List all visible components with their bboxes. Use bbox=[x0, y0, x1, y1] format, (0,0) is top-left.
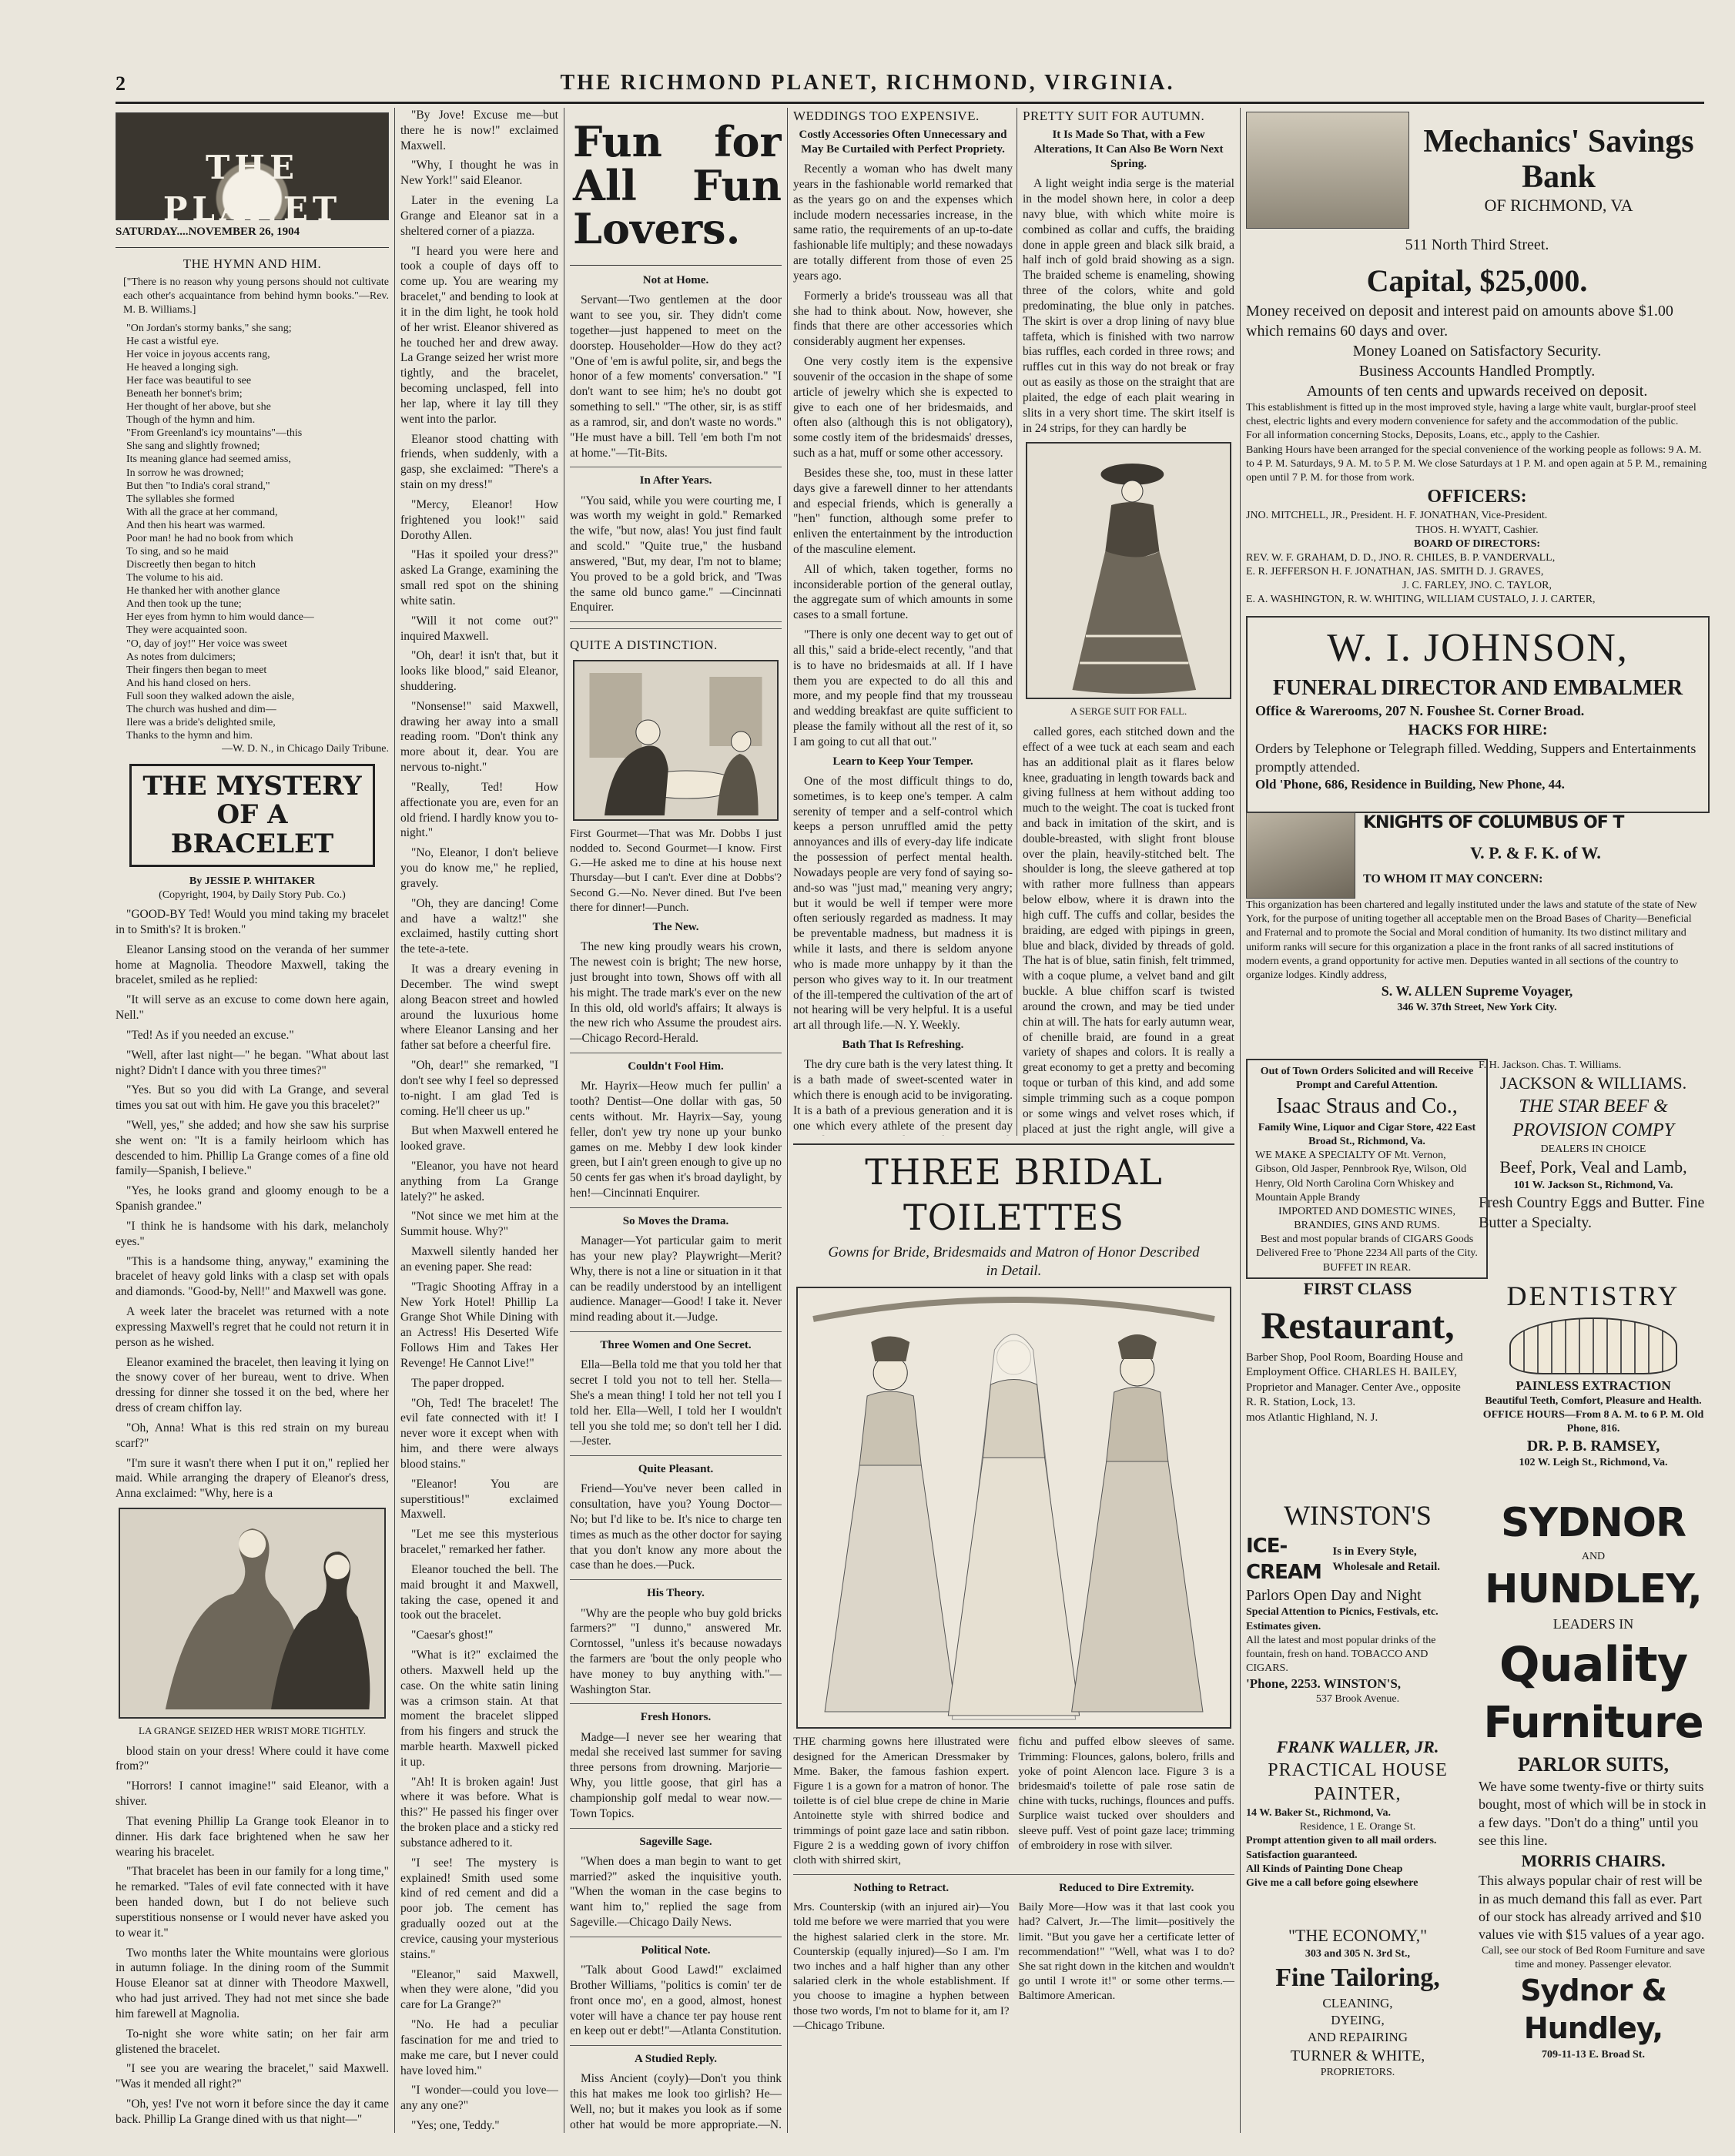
story-paragraph: "What is it?" exclaimed the others. Maxwell held up the case. On the white satin lining was a crimson stain. At that moment the bracelet slipped from his fingers and struck the marble hearth. Maxwell picked it up. bbox=[400, 1649, 558, 1769]
sydnor-leaders: LEADERS IN bbox=[1552, 1616, 1634, 1632]
story-paragraph: "I think he is handsome with his dark, melancholy eyes." bbox=[116, 1219, 389, 1248]
johnson-name: W. I. JOHNSON, bbox=[1327, 626, 1629, 670]
joke-item bbox=[570, 1338, 782, 1456]
straus-line-5: Best and most popular brands of CIGARS Goods Delivered Free to 'Phone 2234 All parts of the City. BUFFET IN REAR. bbox=[1256, 1234, 1478, 1274]
knights-body: This organization has been chartered and legally instituted under the laws and statute of the state of New York, for the purpose of uniting together all acceptable men on the Broad Bases of Charity—Beneficial and Fraternal and to promote the Social and Moral condition of humanity. Its two distinct military and uniform ranks will secure for this organization a place in the front ranks of all sacred institutions of modern events, a grand opportunity for active men. Deputies wanted in all sections of the country to organize lodges. Kindly address, bbox=[1246, 899, 1697, 981]
story-paragraph: "Horrors! I cannot imagine!" said Eleanor, with a shiver. bbox=[116, 1779, 389, 1809]
poem-line: In sorrow he was drowned; bbox=[126, 467, 244, 479]
bridal-subhead: Gowns for Bride, Bridesmaids and Matron of Honor Described in Detail. bbox=[828, 1244, 1200, 1280]
story-paragraph: Eleanor stood chatting with friends, when suddenly, with a gasp, she exclaimed: "There's a stain on my dress!" bbox=[400, 432, 558, 492]
poem-line: As notes from dulcimers; bbox=[126, 651, 236, 663]
knights-to: TO WHOM IT MAY CONCERN: bbox=[1363, 872, 1543, 886]
bank-line-4: Amounts of ten cents and upwards received on deposit. bbox=[1306, 383, 1648, 400]
jackson-store: THE STAR BEEF & PROVISION COMPY bbox=[1512, 1096, 1674, 1140]
joke-text: "When does a man begin to want to get married?" asked the inquisitive youth. "When the woman in the case begins to want him to," replied the sage from Sageville.—Chicago Daily News. bbox=[570, 1854, 782, 1930]
jackson-dealers: DEALERS IN CHOICE bbox=[1540, 1143, 1646, 1156]
waller-name: FRANK WALLER, JR. bbox=[1276, 1737, 1439, 1756]
poem-line: Full soon they walked adown the aisle, bbox=[126, 690, 295, 702]
story-paragraph: "Eleanor! You are superstitious!" exclaimed Maxwell. bbox=[400, 1477, 558, 1522]
jackson-ad bbox=[1479, 1059, 1708, 1267]
joke-headline: Quite Pleasant. bbox=[638, 1463, 714, 1476]
joke-text: "Talk about Good Lawd!" exclaimed Brother Williams, "politics is comin' ter de front once mo', en a good, almost, honest voter will have a chance ter pay house rent en keep out er debt!"—Atlanta Constitution. bbox=[570, 1964, 782, 2038]
reduced-headline: Reduced to Dire Extremity. bbox=[1059, 1882, 1194, 1895]
story-paragraph: "Not since we met him at the Summit house. Why?" bbox=[400, 1210, 558, 1239]
story-paragraph: "This is a handsome thing, anyway," examining the bracelet of heavy gold links with a clasp set with opals and diamonds. "Good-by, Nell!" and Maxwell was gone. bbox=[116, 1254, 389, 1299]
poem-line: Thanks to the hymn and him. bbox=[126, 730, 253, 742]
article-paragraph: The dry cure bath is the very latest thing. It is a bath made of sweet-scented water in which there is enough acid to be invigorating. It is a bath of a previous generation and it is one which every athlete of the present day bbox=[793, 1058, 1013, 1133]
story-paragraph: A week later the bracelet was returned with a note expressing Maxwell's regret that he could not return it in person as he wished. bbox=[116, 1305, 389, 1349]
waller-residence: Residence, 1 E. Orange St. bbox=[1299, 1821, 1416, 1833]
joke-text: The new king proudly wears his crown, The newest coin is bright; The new horse, just brought into town, Shows off with all his might. The trade mark's ever on the new In this old, old world's affairs; It always is the new rich who Assume the proudest airs. —Chicago Record-Herald. bbox=[570, 940, 782, 1046]
poem-line: The syllables she formed bbox=[126, 493, 235, 505]
poem-line: But then "to India's coral strand," bbox=[126, 480, 270, 492]
joke-text: "Why are the people who buy gold bricks farmers?" "I dunno," answered Mr. Corntossel, "unless it's because nowadays the farmers are 'bout the only people who have money to buy anything with."—Washington Star. bbox=[570, 1606, 782, 1696]
economy-line-2: DYEING, bbox=[1331, 2013, 1385, 2028]
temper-body bbox=[793, 774, 1013, 1033]
bank-capital: Capital, $25,000. bbox=[1366, 263, 1588, 298]
winston-address: 537 Brook Avenue. bbox=[1315, 1693, 1400, 1706]
joke-headline: So Moves the Drama. bbox=[622, 1214, 729, 1227]
column-5 bbox=[1023, 108, 1234, 1136]
bridal-section bbox=[793, 1143, 1234, 2139]
autumn-headline: PRETTY SUIT FOR AUTUMN. bbox=[1023, 109, 1205, 123]
knights-subhead: V. P. & F. K. of W. bbox=[1470, 842, 1601, 862]
bridal-text-left: THE charming gowns here illustrated were designed for the American Dressmaker by Mme. Baker, the famous fashion expert. Figure 1 is a gown for a matron of honor. The toilette is of ciel blue crepe de chine in Marie Antoinette style with shirred bodice and trimmings of point gaze lace and satin ribbon. Figure 2 is a wedding gown of ivory chiffon cloth with shirred skirt, bbox=[793, 1736, 1010, 1866]
straus-ad bbox=[1246, 1059, 1488, 1279]
story-paragraph: "Caesar's ghost!" bbox=[411, 1629, 494, 1642]
restaurant-ad bbox=[1246, 1278, 1469, 1486]
sydnor-furniture: Furniture bbox=[1483, 1698, 1703, 1749]
bridal-text-right: fichu and puffed elbow sleeves of same. Trimming: Flounces, galons, bolero, frills and yoke of point Alencon lace. Figure 3 is a bridesmaid's toilette of pale rose satin de chine with tucks, ruchings, flounces and puffs. Surplice waist tucked over shoulders and sleeve puff. Vest of point gaze lace; trimming of embroidery in rose with silver. bbox=[1018, 1736, 1234, 1852]
masthead-rule bbox=[116, 102, 1704, 104]
bank-director-1: REV. W. F. GRAHAM, D. D., JNO. R. CHILES, B. P. VANDERVALL, bbox=[1246, 551, 1556, 564]
joke-item bbox=[570, 1214, 782, 1332]
winston-name: WINSTON'S bbox=[1284, 1500, 1432, 1531]
story-paragraph: "Nonsense!" said Maxwell, drawing her away into a small reading room. "Don't think any more about it, dear. You are nervous to-night." bbox=[400, 699, 558, 775]
joke-headline: Couldn't Fool Him. bbox=[628, 1060, 724, 1073]
johnson-address: Office & Warerooms, 207 N. Foushee St. Corner Broad. bbox=[1255, 702, 1585, 718]
story-paragraph: blood stain on your dress! Where could it have come from?" bbox=[116, 1744, 389, 1773]
article-paragraph: All of which, taken together, forms no inconsiderable portion of the general outlay, the aggregate sum of which amounts in some cases to a small fortune. bbox=[793, 562, 1013, 622]
bank-address: 511 North Third Street. bbox=[1405, 236, 1549, 253]
story-paragraph: "I'm sure it wasn't there when I put it on," replied her maid. While arranging the drapery of Eleanor's dress, Anna exclaimed: "Why, here is a bbox=[116, 1456, 389, 1501]
distinction-headline: QUITE A DISTINCTION. bbox=[570, 638, 718, 653]
dentistry-line-1: Beautiful Teeth, Comfort, Pleasure and Health. bbox=[1485, 1394, 1702, 1407]
waller-address: 14 W. Baker St., Richmond, Va. bbox=[1246, 1806, 1392, 1819]
story-paragraph: "Mercy, Eleanor! How frightened you look!" said Dorothy Allen. bbox=[400, 497, 558, 542]
joke-headline: Not at Home. bbox=[642, 274, 709, 287]
johnson-phone: Old 'Phone, 686, Residence in Building, New Phone, 44. bbox=[1255, 777, 1565, 792]
story-paragraph: "Why, I thought he was in New York!" said Eleanor. bbox=[400, 159, 558, 188]
story-paragraph: "Well, after last night—" he began. "What about last night? Didn't I dance with you three times?" bbox=[116, 1048, 389, 1077]
poem-line: With all the grace at her command, bbox=[126, 506, 278, 518]
story-title: THE MYSTERY OF A BRACELET bbox=[129, 764, 375, 867]
poem-line: And his hand closed on hers. bbox=[126, 677, 251, 689]
bank-ad bbox=[1246, 112, 1708, 604]
story-paragraph: "Oh, dear!" she remarked, "I don't see why I feel so depressed to-night. I am glad Ted is coming. He'll cheer us up." bbox=[400, 1059, 558, 1118]
waller-ad bbox=[1246, 1736, 1469, 1913]
jackson-firm: JACKSON & WILLIAMS. bbox=[1499, 1073, 1687, 1093]
sydnor-address: 709-11-13 E. Broad St. bbox=[1542, 2048, 1645, 2061]
story-paragraph: "It will serve as an excuse to come down here again, Nell." bbox=[116, 993, 389, 1023]
fun-headline-text: Fun for All Fun Lovers. bbox=[573, 117, 782, 254]
knights-headline: KNIGHTS OF COLUMBUS OF T bbox=[1363, 813, 1624, 832]
joke-text: Ella—Bella told me that you told her that secret I told you not to tell her. Stella—She's a mean thing! I told her not tell you I told her. Ella—Well, I told her I wouldn't tell you she told me; so don't tell her I did.—Jester. bbox=[570, 1358, 782, 1448]
serge-suit-illustration bbox=[1026, 442, 1231, 699]
joke-headline: In After Years. bbox=[639, 474, 712, 487]
story-paragraph: "Yes. But so you did with La Grange, and several times you sat out with him. He gave you this bracelet?" bbox=[116, 1083, 389, 1113]
bank-officers-2: THOS. H. WYATT, Cashier. bbox=[1415, 524, 1539, 536]
story-paragraph: To-night she wore white satin; on her fair arm glistened the bracelet. bbox=[116, 2027, 389, 2056]
article-paragraph: One of the most difficult things to do, sometimes, is to keep one's temper. A calm serenity of temper and a self-control which keeps a person unruffled amid the petty annoyances and ills of every-day life indicate the possession of perfect mental health. Nowadays people are very fond of saying so-and-so was "just mad," meaning very angry; but it would be well if temper were more often seriously regarded as madness. It may be preventable madness, but madness it is while it lasts, and there is seldom anyone who is made more unhappy by it than the person who gives way to it. In our treatment of the ill-tempered the cultivation of the art of not hearing will be very helpful. It is a useful art all through life.—N. Y. Weekly. bbox=[793, 774, 1013, 1033]
story-paragraph: Eleanor examined the bracelet, then leaving it lying on the snowy cover of her bureau, went to drive. When dressing for dinner she tossed it on the bed, where her dress of cream chiffon lay. bbox=[116, 1355, 389, 1415]
story-paragraph: "Really, Ted! How affectionate you are, even for an old friend. I hardly know you to-night." bbox=[400, 780, 558, 840]
joke-text: "You said, while you were courting me, I was worth my weight in gold." Remarked the wife, "but now, alas! You just find fault and scold." "Quite true," the husband answered, "But, my dear, I'm not to blame; You proved to be a gold brick, and 'Twas the same old bunco game." —Cincinnati Enquirer. bbox=[570, 494, 782, 614]
poem-title: THE HYMN AND HIM. bbox=[183, 256, 322, 272]
poem-line: To sing, and so he maid bbox=[126, 545, 229, 557]
story-paragraph: "By Jove! Excuse me—but there he is now!" exclaimed Maxwell. bbox=[400, 109, 558, 152]
restaurant-place: mos Atlantic Highland, N. J. bbox=[1246, 1411, 1378, 1424]
waller-line-3: Give me a call before going elsewhere bbox=[1246, 1876, 1418, 1889]
restaurant-name: Restaurant, bbox=[1261, 1303, 1455, 1347]
bank-name: Mechanics' Savings Bank bbox=[1423, 123, 1694, 195]
poem-line: "From Greenland's icy mountains"—this bbox=[126, 427, 303, 440]
story-paragraph: "Tragic Shooting Affray in a New York Hotel! Phillip La Grange Shot While Dining with an Actress! His Deserted Wife Follows Him and Takes Her Revenge! He Cannot Live!" bbox=[400, 1280, 558, 1370]
bank-line-6: For all information concerning Stocks, Deposits, Loans, etc., apply to the Cashier. bbox=[1246, 430, 1600, 442]
poem-line: Ilere was a bride's delighted smile, bbox=[126, 717, 276, 728]
johnson-orders: Orders by Telephone or Telegraph filled. Wedding, Suppers and Entertainments promptly attended. bbox=[1255, 741, 1696, 775]
column-4 bbox=[793, 108, 1013, 1136]
poem-line: "O, day of joy!" Her voice was sweet bbox=[126, 638, 287, 650]
weddings-subhead: Costly Accessories Often Unnecessary and May Be Curtailed with Perfect Propriety. bbox=[799, 128, 1007, 156]
bank-director-4: E. A. WASHINGTON, R. W. WHITING, WILLIAM CUSTALO, J. J. CARTER, bbox=[1246, 594, 1596, 604]
story-paragraph: "GOOD-BY Ted! Would you mind taking my bracelet in to Smith's? It is broken." bbox=[116, 908, 389, 936]
sydnor-name-1: SYDNOR bbox=[1500, 1500, 1686, 1546]
economy-firm: TURNER & WHITE, bbox=[1290, 2047, 1425, 2065]
poem-line: Her thought of her above, but she bbox=[126, 401, 271, 413]
jackson-names: F. H. Jackson. Chas. T. Williams. bbox=[1479, 1060, 1622, 1071]
sydnor-body: We have some twenty-five or thirty suits bought, most of which will be in stock in a few days. "Don't do a thing" until you see this line. bbox=[1479, 1778, 1707, 1849]
johnson-title: FUNERAL DIRECTOR AND EMBALMER bbox=[1272, 675, 1683, 700]
waller-trade: PRACTICAL HOUSE PAINTER, bbox=[1268, 1759, 1448, 1804]
poem-line: Their fingers then began to meet bbox=[126, 664, 267, 676]
column-divider bbox=[787, 108, 788, 2133]
reduced-body: Baily More—How was it that last cook you had? Calvert, Jr.—The limit—positively the limit. "But you gave her a certificate letter of recommendation!" "Well, what was I to do? She sat right down in the kitchen and wouldn't go until I wrote it!" or some other terms.—Baltimore American. bbox=[1018, 1901, 1234, 2003]
planet-logo bbox=[116, 112, 389, 228]
joke-text: Friend—You've never been called in consultation, have you? Young Doctor—No; but I'd like to be. It's nice to charge ten times as much as the other doctor for saying that you don't know any more about the case than he does.—Puck. bbox=[570, 1482, 782, 1572]
poem-line: And then his heart was warmed. bbox=[126, 519, 266, 531]
bath-headline: Bath That Is Refreshing. bbox=[842, 1039, 964, 1052]
poem-line: She sang and slightly frowned; bbox=[126, 440, 260, 453]
story-paragraph: "Oh, Ted! The bracelet! The evil fate connected with it! I never wore it except when with him, and there were always blood stains." bbox=[400, 1396, 558, 1471]
sydnor-parlor: PARLOR SUITS, bbox=[1517, 1753, 1669, 1776]
bracelet-illustration bbox=[119, 1508, 386, 1719]
joke-item bbox=[570, 1710, 782, 1828]
bridal-headline: THREE BRIDAL TOILETTES bbox=[865, 1151, 1163, 1238]
joke-text: Madge—I never see her wearing that medal she received last summer for saving three persons from drowning. Marjorie—Why, you little goose, that girl has a championship golf medal to wear now.—Town Topics. bbox=[570, 1730, 782, 1820]
joke-headline: Political Note. bbox=[641, 1943, 711, 1957]
joke-item bbox=[570, 1462, 782, 1580]
joke-item bbox=[570, 1943, 782, 2046]
story-paragraph: "I see you are wearing the bracelet," said Maxwell. "Was it mended all right?" bbox=[116, 2062, 389, 2091]
story-paragraph: "No. He had a peculiar fascination for me and tried to make me care, but I never could have loved him." bbox=[400, 2018, 558, 2077]
retract-body: Mrs. Counterskip (with an injured air)—You told me before we were married that you were the highest salaried clerk in the store. Mr. Counterskip (equally injured)—So I am. I'm two inches and a half higher than any other salaried clerk in the whole establishment. If you choose to imagine a hyphen between those two words, I'm not to blame for it, am I?—Chicago Tribune. bbox=[793, 1901, 1010, 2032]
bank-board: BOARD OF DIRECTORS: bbox=[1413, 537, 1541, 550]
article-paragraph: One very costly item is the expensive souvenir of the occasion in the shape of some article of jewelry which she is expected to give to each one of her bridesmaids, and often also (although this is not obligatory), some costly item of the bridesmaids' dresses, such as a hat, muff or some other accessory. bbox=[793, 355, 1013, 460]
straus-name: Isaac Straus and Co., bbox=[1276, 1094, 1458, 1119]
winston-line-1: Parlors Open Day and Night bbox=[1246, 1587, 1422, 1605]
poem-line: Poor man! he had no book from which bbox=[126, 532, 293, 544]
straus-line-2: Family Wine, Liquor and Cigar Store, 422 East Broad St., Richmond, Va. bbox=[1258, 1121, 1476, 1147]
poem-line: Though of the hymn and him. bbox=[126, 414, 256, 427]
poem-line: Discreetly then began to hitch bbox=[126, 559, 256, 571]
joke-headline: Sageville Sage. bbox=[639, 1835, 712, 1848]
joke-headline: His Theory. bbox=[647, 1587, 705, 1600]
sydnor-body-2: This always popular chair of rest will be in as much demand this fall as ever. Part of our stock has already arrived and $10 values vie with $15 values of a year ago. bbox=[1479, 1873, 1705, 1943]
knights-sign: S. W. ALLEN Supreme Voyager, bbox=[1381, 983, 1573, 999]
bracelet-illustration-caption: LA GRANGE SEIZED HER WRIST MORE TIGHTLY. bbox=[139, 1725, 366, 1737]
winston-phone: 'Phone, 2253. WINSTON'S, bbox=[1246, 1676, 1402, 1692]
page-number: 2 bbox=[116, 72, 126, 95]
sydnor-quality: Quality bbox=[1499, 1635, 1688, 1692]
bank-illustration bbox=[1246, 112, 1409, 229]
bath-body bbox=[793, 1057, 1013, 1136]
story-paragraph: "Oh, yes! I've not worn it before since the day it came back. Phillip La Grange dined with us that night—" bbox=[116, 2097, 389, 2126]
bank-line-2: Money Loaned on Satisfactory Security. bbox=[1352, 343, 1602, 360]
story-paragraph: It was a dreary evening in December. The wind swept along Beacon street and howled around the luxurious home where Eleanor Lansing and her father sat before a cheerful fire. bbox=[400, 962, 558, 1053]
poem-line: He thanked her with another glance bbox=[126, 585, 280, 598]
story-paragraph: The paper dropped. bbox=[411, 1376, 504, 1390]
article-paragraph: Besides these she, too, must in these latter days give a farewell dinner to her attendants and especial friends, which is generally a "hen" function, although some prefer to enliven the entertainment by the introduction of the masculine element. bbox=[793, 466, 1013, 556]
joke-item bbox=[570, 1586, 782, 1704]
joke-headline: Three Women and One Secret. bbox=[600, 1339, 752, 1351]
jokes-list bbox=[570, 273, 782, 622]
economy-line-1: CLEANING, bbox=[1322, 1995, 1393, 2010]
knights-illustration bbox=[1246, 812, 1355, 899]
retract-headline: Nothing to Retract. bbox=[853, 1882, 950, 1895]
reduced-item bbox=[1019, 1881, 1235, 2034]
story-paragraph: "Eleanor," said Maxwell, when they were alone, "did you care for La Grange?" bbox=[400, 1967, 558, 2012]
story-paragraph: Two months later the White mountains were glorious in autumn foliage. In the dining room of the Summit House Eleanor sat at dinner with Theodore Maxwell, who had just arrived. They had not met since she bade him farewell at Magnolia. bbox=[116, 1946, 389, 2020]
economy-address: 303 and 305 N. 3rd St., bbox=[1305, 1947, 1411, 1960]
joke-item bbox=[570, 2052, 782, 2133]
story-paragraph: "No, Eleanor, I don't believe you do know me," he replied, gravely. bbox=[400, 846, 558, 890]
column-divider bbox=[394, 108, 395, 2133]
johnson-ad bbox=[1246, 616, 1710, 813]
bridal-gowns-illustration bbox=[796, 1287, 1231, 1729]
autumn-body-continued bbox=[1023, 725, 1234, 1136]
sydnor-and: AND bbox=[1581, 1550, 1606, 1562]
story-paragraph: "I see! The mystery is explained! Smith used some kind of red cement and did a poor job. The cement has gradually oozed out at the crevice, causing your mysterious stains." bbox=[400, 1856, 558, 1961]
article-paragraph: called gores, each stitched down and the effect of a wee tuck at each seam and each has an additional plait as it flares below knee, graduating in length towards back and giving fullness at hem without adding too much to the weight. The coat is tucked front and back in imitation of the skirt, and is double-breasted, with slight front blouse over the plain, heavily-stitched belt. The shoulder is long, the sleeve gathered at top with rather more fullness than appears below elbow, where it is drawn into the high cuff. The cuffs and collar, besides the braiding, are edged with pipings in green, blue and black, divided by threads of gold. The hat is of blue, satin finish, felt trimmed, with a coque plume, a velvet band and gilt buckle. A blue chiffon scarf is twisted around the crown, and may be tied under chin at will. The hats for early autumn wear, of chenille braid, are found in a great variety of shapes and colors. It is really a great economy to get a pretty and becoming toque or turban of this kind, and add some simple trimming such as a coque pompon or some wings and velvet roses which, if placed at just the right angle, will give a bbox=[1023, 725, 1234, 1136]
story-paragraph: "Will it not come out?" inquired Maxwell. bbox=[400, 614, 558, 643]
story-paragraph: "Yes; one, Teddy." bbox=[411, 2119, 500, 2133]
straus-line-1: Out of Town Orders Solicited and will Receive Prompt and Careful Attention. bbox=[1260, 1066, 1474, 1092]
poem-line: He heaved a longing sigh. bbox=[126, 361, 239, 373]
winston-line-3: All the latest and most popular drinks of the fountain, fresh on hand. TOBACCO AND CIGARS. bbox=[1246, 1634, 1436, 1675]
bank-city: OF RICHMOND, VA bbox=[1484, 195, 1633, 215]
column-3 bbox=[570, 108, 782, 2133]
bank-director-2: E. R. JEFFERSON H. F. JONATHAN, JAS. SMITH D. J. GRAVES, bbox=[1246, 566, 1544, 578]
story-paragraph: "Eleanor, you have not heard anything from La Grange lately?" he asked. bbox=[400, 1160, 558, 1204]
story-paragraph: "That bracelet has been in our family for a long time," he remarked. "Tales of evil fate connected with it have been handed down, but I do not believe such superstitious nonsense or I would never have asked you to wear it." bbox=[116, 1865, 389, 1940]
story-paragraph: That evening Phillip La Grange took Eleanor in to dinner. His dark face brightened when he saw her wearing his bracelet. bbox=[116, 1814, 389, 1859]
sydnor-call: Call, see our stock of Bed Room Furniture and save time and money. Passenger elevator. bbox=[1481, 1944, 1706, 1970]
joke-text: Manager—Yot particular gaim to merit has your new play? Playwright—Merit? Why, there is not a line or situation in it that can be readily understood by an intelligent audience. Manager—Good! I take it. Never mind reading about it.—Judge. bbox=[570, 1234, 782, 1324]
poem-line: "On Jordan's stormy banks," she sang; bbox=[126, 322, 292, 334]
story-body bbox=[116, 907, 389, 1502]
temper-headline: Learn to Keep Your Temper. bbox=[832, 755, 973, 768]
joke-text: Miss Ancient (coyly)—Don't you think this hat makes me look too girlish? He—Well, no; but it makes you look as if some other hat would be more appropriate.—N. bbox=[570, 2072, 782, 2131]
autumn-subhead: It Is Made So That, with a Few Alterations, It Can Also Be Worn Next Spring. bbox=[1033, 128, 1224, 171]
joke-item bbox=[570, 920, 782, 1053]
poem bbox=[116, 322, 389, 743]
poem-line: Her eyes from hymn to him would dance— bbox=[126, 611, 314, 624]
joke-headline: Fresh Honors. bbox=[640, 1711, 712, 1724]
restaurant-body: Barber Shop, Pool Room, Boarding House and Employment Office. CHARLES H. BAILEY, Proprietor and Manager. Center Ave., opposite R. R. Station, Lock, 13. bbox=[1246, 1351, 1463, 1409]
fun-headline bbox=[570, 117, 782, 254]
joke-text: Mr. Hayrix—Heow much fer pullin' a tooth? Dentist—One dollar with gas, 50 cents without. Mr. Hayrix—Say, young feller, don't yew try none up your bunko games on me. Mebby I dew look kinder green, but I ain't green enough to give up no 50 cents fer gas when it's broad daylight, by hen!—Cincinnati Enquirer. bbox=[570, 1080, 782, 1200]
weddings-body bbox=[793, 162, 1013, 750]
bank-line-3: Business Accounts Handled Promptly. bbox=[1358, 363, 1596, 380]
economy-proprietors: PROPRIETORS. bbox=[1320, 2067, 1395, 2079]
waller-line-2: All Kinds of Painting Done Cheap bbox=[1246, 1863, 1403, 1875]
poem-line: He cast a wistful eye. bbox=[126, 335, 219, 347]
winston-ice-cream: ICE-CREAM bbox=[1246, 1534, 1321, 1584]
column-1 bbox=[116, 108, 389, 2133]
joke-text: Servant—Two gentlemen at the door want to see you, sir. They didn't come together—just happened to meet on the doorstep. Householder—How do they act? "One of 'em is awful polite, sir, and begs the honor of a few moments' conversation." "I don't want to see him; he's no doubt got something to sell." "The other, sir, is as stiff as a ramrod, sir, and don't waste no words." "He must have a bill. Tell 'em both I'm not at home."—Tit-Bits. bbox=[570, 293, 782, 460]
retract-item bbox=[793, 1881, 1010, 2034]
story-paragraph: Eleanor touched the bell. The maid brought it and Maxwell, taking the case, opened it and took out the bracelet. bbox=[400, 1562, 558, 1622]
column-divider bbox=[1240, 108, 1241, 2133]
article-paragraph: Recently a woman who has dwelt many years in the fashionable world remarked that as the years go on and the expenses which include modern necessaries increase, in the same ratio, the requirements of an up-to-date fashionable life multiply; and these nowadays are totally different from those of even 25 years ago. bbox=[793, 162, 1013, 283]
dentistry-painless: PAINLESS EXTRACTION bbox=[1516, 1378, 1671, 1393]
bank-line-7: Banking Hours have been arranged for the special convenience of the working people as follows: 9 A. M. to 4 P. M. Saturdays, 9 A. M. to 5 P. M. We close Saturdays at 1 P. M. and open again at 5 P. M., remaining open until 7 P. M. for those from work. bbox=[1246, 444, 1707, 484]
weddings-headline: WEDDINGS TOO EXPENSIVE. bbox=[793, 109, 980, 123]
poem-epigraph: ["There is no reason why young persons should not cultivate each other's acquaintance from behind hymn books."—Rev. M. B. Williams.] bbox=[123, 276, 389, 316]
poem-credit: —W. D. N., in Chicago Daily Tribune. bbox=[222, 743, 389, 755]
poem-line: Its meaning glance had seemed amiss, bbox=[126, 454, 291, 466]
knights-address: 346 W. 37th Street, New York City. bbox=[1397, 1001, 1557, 1013]
jackson-address: 101 W. Jackson St., Richmond, Va. bbox=[1513, 1179, 1673, 1191]
bank-officers: OFFICERS: bbox=[1427, 487, 1527, 507]
story-body-continued bbox=[116, 1744, 389, 2128]
story-paragraph: "Oh, they are dancing! Come and have a waltz!" she exclaimed, hastily cutting short the tete-a-tete. bbox=[400, 896, 558, 956]
story-paragraph: But when Maxwell entered he looked grave. bbox=[400, 1124, 558, 1153]
poem-line: Her face was beautiful to see bbox=[126, 374, 252, 387]
bank-line-5: This establishment is fitted up in the most improved style, having a large white vault, burglar-proof steel chest, electric lights and every modern convenience for safety and the accommodation of the public. bbox=[1246, 402, 1696, 428]
gourmet-illustration bbox=[573, 660, 779, 821]
johnson-hacks: HACKS FOR HIRE: bbox=[1408, 721, 1548, 739]
winston-line-2: Special Attention to Picnics, Festivals, etc. Estimates given. bbox=[1246, 1606, 1439, 1632]
story-byline: By JESSIE P. WHITAKER bbox=[189, 875, 316, 888]
economy-headline: Fine Tailoring, bbox=[1275, 1963, 1440, 1992]
poem-line: They were acquainted soon. bbox=[126, 624, 248, 637]
dentistry-address: 102 W. Leigh St., Richmond, Va. bbox=[1519, 1457, 1668, 1469]
jokes-list-2 bbox=[570, 920, 782, 2133]
distinction-caption: First Gourmet—That was Mr. Dobbs I just nodded to. Second Gourmet—I know. First G.—He asked me to dine at his house next Thursday—but I can't. Ever dine at Dobbs'? Second G.—No. Never dined. But I've been there for dinner!—Punch. bbox=[570, 827, 782, 914]
poem-line: Beneath her bonnet's brim; bbox=[126, 388, 243, 400]
story-paragraph: "Well, yes," she added; and how she saw his surprise she went on: "It is a family heirloom which has descended to him. Phillip La Grange comes of a fine old family—Spanish, I believe." bbox=[116, 1118, 389, 1178]
straus-line-4: IMPORTED AND DOMESTIC WINES, BRANDIES, GINS AND RUMS. bbox=[1278, 1205, 1455, 1232]
winston-ad bbox=[1246, 1498, 1469, 1721]
jackson-items: Beef, Pork, Veal and Lamb, bbox=[1499, 1157, 1687, 1177]
story-paragraph: "Yes, he looks grand and gloomy enough to be a Spanish grandee." bbox=[116, 1184, 389, 1214]
dentistry-doctor: DR. P. B. RAMSEY, bbox=[1526, 1438, 1660, 1455]
dentistry-headline: DENTISTRY bbox=[1506, 1281, 1680, 1311]
sydnor-ad bbox=[1479, 1498, 1708, 2129]
article-paragraph: "There is only one decent way to get out of all this," said a bride-elect recently, "and that is to have no bridesmaids at all. If I have them you are expected to do all this and more, and my people find that my trousseau and wedding breakfast are quite sufficient to please the family without all the rest of it, so I am going to cut all that out." bbox=[793, 628, 1013, 748]
story-paragraph: "Let me see this mysterious bracelet," remarked her father. bbox=[400, 1528, 558, 1557]
story-paragraph: "Has it spoiled your dress?" asked La Grange, examining the small red spot on the shining white satin. bbox=[400, 548, 558, 608]
dentistry-ad bbox=[1479, 1278, 1708, 1486]
economy-ad bbox=[1246, 1925, 1469, 2129]
joke-item bbox=[570, 273, 782, 467]
story-paragraph: "I heard you were here and took a couple of days off to come up. You are wearing my bracelet," and bending to look at it in the dim light, he took hold of her wrist. Eleanor shivered as he touched her and drew away. La Grange seized her wrist more tightly, and the bracelet, becoming unclasped, fell into her lap, where it lay till they went into the parlor. bbox=[400, 244, 558, 426]
autumn-body bbox=[1023, 176, 1234, 436]
economy-line-3: AND REPAIRING bbox=[1307, 2030, 1408, 2045]
poem-line: And then took up the tune; bbox=[126, 598, 242, 611]
story-continuation bbox=[400, 108, 558, 2133]
story-paragraph: Maxwell silently handed her an evening paper. She read: bbox=[400, 1245, 558, 1274]
story-paragraph: "Ted! As if you needed an excuse." bbox=[126, 1028, 294, 1042]
story-copyright: (Copyright, 1904, by Daily Story Pub. Co.) bbox=[159, 889, 346, 902]
economy-name: "THE ECONOMY," bbox=[1288, 1926, 1428, 1945]
sydnor-morris: MORRIS CHAIRS. bbox=[1521, 1850, 1666, 1870]
column-2 bbox=[400, 108, 558, 2133]
dateline: SATURDAY....NOVEMBER 26, 1904 bbox=[116, 226, 300, 238]
joke-item bbox=[570, 474, 782, 622]
poem-line: The church was hushed and dim— bbox=[126, 703, 276, 715]
restaurant-first: FIRST CLASS bbox=[1303, 1279, 1412, 1298]
knights-ad bbox=[1246, 812, 1708, 1051]
masthead-title: THE RICHMOND PLANET, RICHMOND, VIRGINIA. bbox=[560, 71, 1175, 95]
dentistry-hours: OFFICE HOURS—From 8 A. M. to 6 P. M. Old Phone, 816. bbox=[1482, 1409, 1704, 1435]
poem-line: Her voice in joyous accents rang, bbox=[126, 348, 270, 360]
joke-item bbox=[570, 1835, 782, 1937]
sydnor-name-2: HUNDLEY, bbox=[1485, 1565, 1702, 1612]
article-paragraph: A light weight india serge is the material in the model shown here, in color a deep navy blue, with which white moire is combined as collar and cuffs, the braiding done in apple green and black silk braid, a half inch of gold braid showing as a sign. The braided scheme is enameling, showing three of the colors, white and gold predominating, the blue only in patches. The skirt is over a drop lining of navy blue taffeta, which is finished with two narrow bias ruffles, each corded in three rows; and ruffles cut in this way do not break or fray out as easily as those on the straight that are plaited, the edge of each plait wearing in slits in a very short time. The skirt itself is in 24 strips, for they can hardly be bbox=[1023, 177, 1234, 435]
straus-line-3: WE MAKE A SPECIALTY OF Mt. Vernon, Gibson, Old Jasper, Pennbrook Rye, Wilson, Old Henry, Old North Carolina Corn Whiskey and Mountain Apple Brandy bbox=[1255, 1150, 1467, 1204]
poem-line: The volume to his aid. bbox=[126, 572, 223, 584]
planet-logo-text: THE PLANET bbox=[162, 149, 342, 228]
story-paragraph: "Ah! It is broken again! Just where it was before. What is this?" He passed his finger over the broken place and a sticky red substance adhered to it. bbox=[400, 1775, 558, 1850]
winston-is: Is in Every Style, Wholesale and Retail. bbox=[1332, 1545, 1441, 1573]
story-paragraph: "Oh, Anna! What is this red strain on my bureau scarf?" bbox=[116, 1421, 389, 1450]
joke-headline: The New. bbox=[652, 921, 699, 934]
joke-headline: A Studied Reply. bbox=[634, 2053, 718, 2066]
joke-item bbox=[570, 1060, 782, 1208]
story-paragraph: Later in the evening La Grange and Eleanor sat in a sheltered corner of a piazza. bbox=[400, 194, 558, 238]
article-paragraph: Formerly a bride's trousseau was all that she had to think about. Now, however, she finds that there are other accessories which considerably augment her expenses. bbox=[793, 289, 1013, 349]
bank-line-1: Money received on deposit and interest paid on amounts above $1.00 which remains 60 days and over. bbox=[1246, 303, 1673, 340]
story-paragraph: Eleanor Lansing stood on the veranda of her summer home at Magnolia. Theodore Maxwell, taking the bracelet, smiled as he replied: bbox=[116, 942, 389, 987]
serge-suit-caption: A SERGE SUIT FOR FALL. bbox=[1070, 705, 1187, 718]
sydnor-signature: Sydnor & Hundley, bbox=[1520, 1974, 1666, 2046]
bank-director-3: J. C. FARLEY, JNO. C. TAYLOR, bbox=[1402, 580, 1552, 592]
bank-officers-1: JNO. MITCHELL, JR., President. H. F. JONATHAN, Vice-President. bbox=[1246, 510, 1548, 522]
story-paragraph: "Oh, dear! it isn't that, but it looks like blood," said Eleanor, shuddering. bbox=[400, 649, 558, 693]
jackson-eggs: Fresh Country Eggs and Butter. Fine Butter a Specialty. bbox=[1479, 1194, 1705, 1232]
waller-line-1: Prompt attention given to all mail orders. Satisfaction guaranteed. bbox=[1246, 1835, 1437, 1861]
story-paragraph: "I wonder—could you love—any any one?" bbox=[400, 2084, 558, 2113]
teeth-illustration bbox=[1509, 1317, 1677, 1374]
